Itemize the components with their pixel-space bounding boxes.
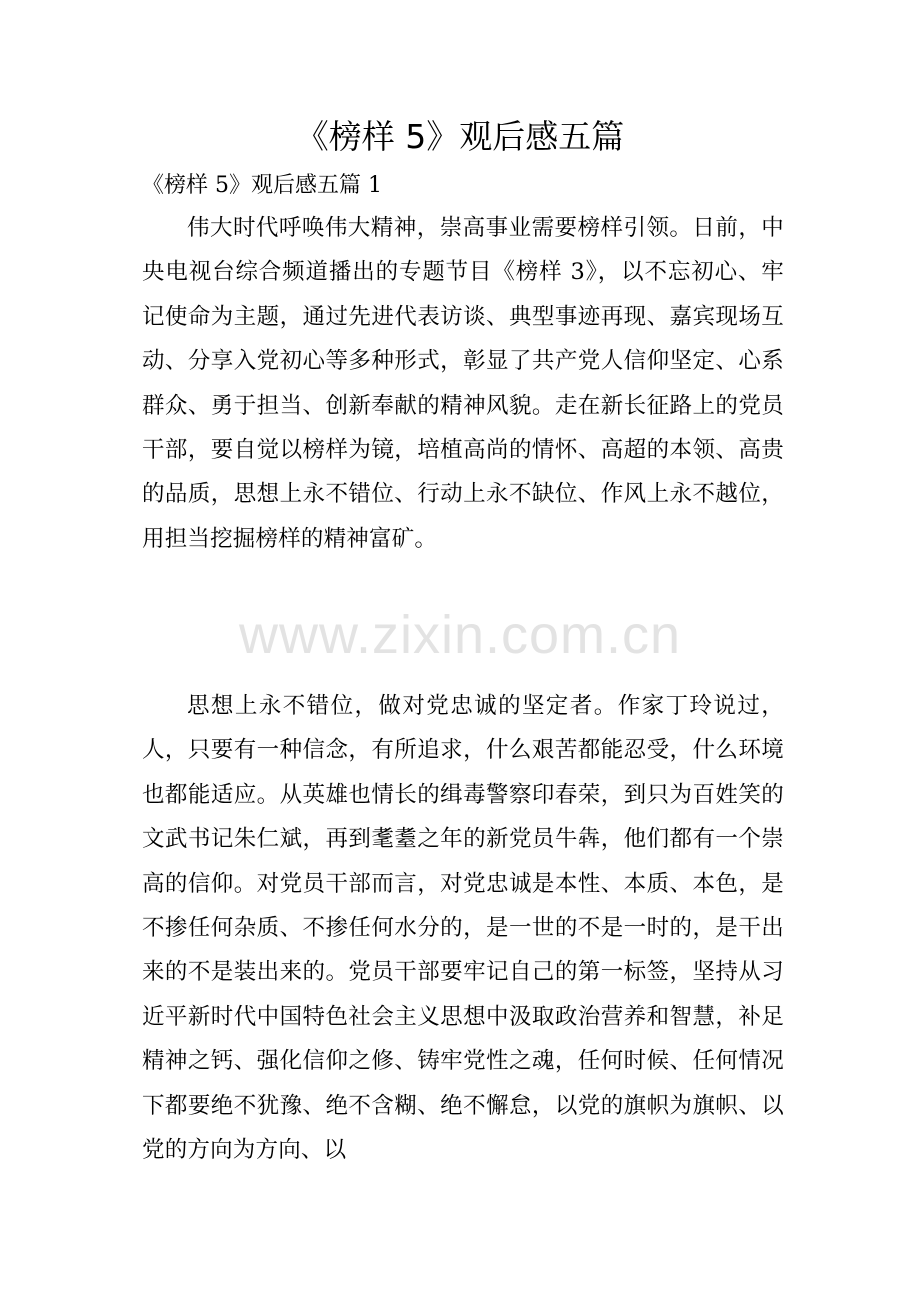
watermark-text: www.zixin.com.cn [238,605,682,665]
document-title: 《榜样 5》观后感五篇 [295,117,625,156]
section-heading: 《榜样 5》观后感五篇 1 [142,173,382,198]
body-paragraph-2: 思想上永不错位，做对党忠诚的坚定者。作家丁玲说过，人，只要有一种信念，有所追求，什么艰苦都能忍受，什么环境也都能适应。从英雄也情长的缉毒警察印春荣，到只为百姓笑的文武书记朱仁斌，再到耄耋之年的新党员牛犇，他们都有一个崇高的信仰。对党员干部而言，对党忠诚是本性、本质、本色，是不掺任何杂质、不掺任何水分的，是一世的不是一时的，是干出来的不是装出来的。党员干部要牢记自己的第一标签，坚持从习近平新时代中国特色社会主义思想中汲取政治营养和智慧，补足精神之钙、强化信仰之修、铸牢党性之魂，任何时候、任何情况下都要绝不犹豫、绝不含糊、绝不懈怠，以党的旗帜为旗帜、以党的方向为方向、以 [142,693,784,1164]
body-paragraph-1: 伟大时代呼唤伟大精神，崇高事业需要榜样引领。日前，中央电视台综合频道播出的专题节目《榜样 3》，以不忘初心、牢记使命为主题，通过先进代表访谈、典型事迹再现、嘉宾现场互动、分享入党初心等多种形式，彰显了共产党人信仰坚定、心系群众、勇于担当、创新奉献的精神风貌。走在新长征路上的党员干部，要自觉以榜样为镜，培植高尚的情怀、高超的本领、高贵的品质，思想上永不错位、行动上永不缺位、作风上永不越位，用担当挖掘榜样的精神富矿。 [142,215,784,552]
